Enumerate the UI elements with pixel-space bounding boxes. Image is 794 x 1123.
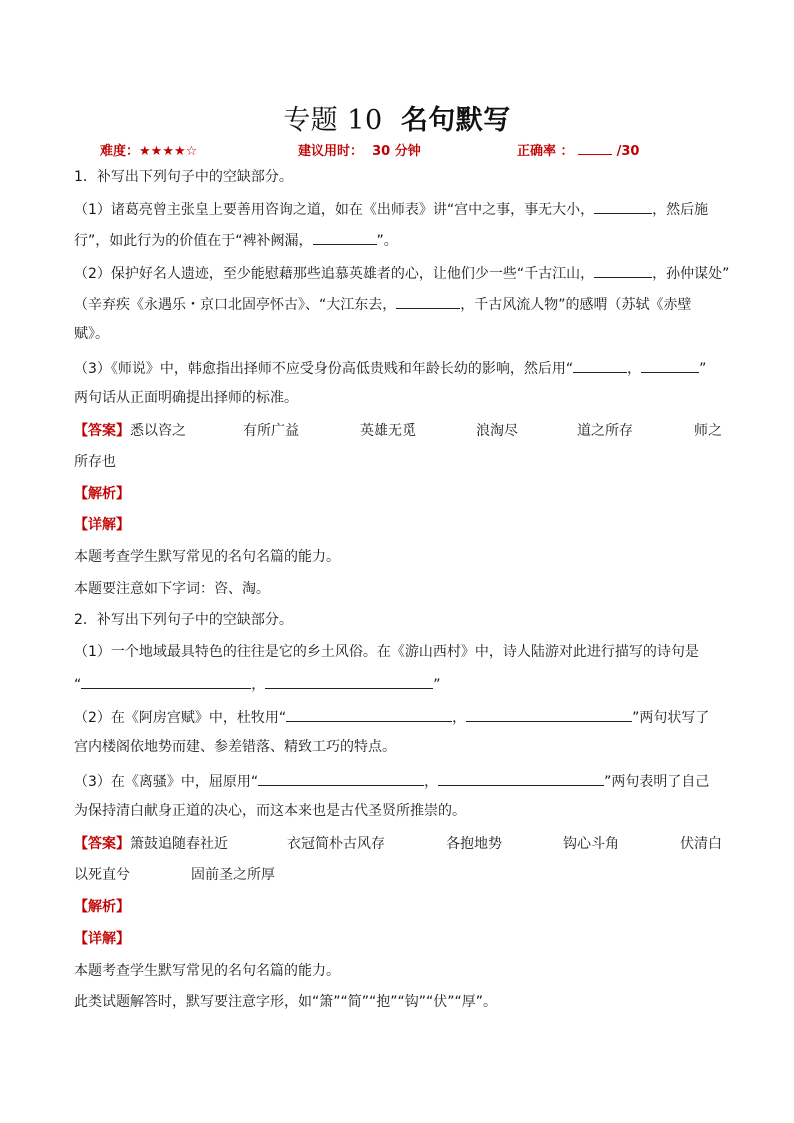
- accuracy: [517, 140, 639, 158]
- q2-blank-6: [438, 771, 604, 786]
- time-label: 建议用时：: [298, 144, 364, 159]
- q2-part3-line1: （3）在《离骚》中，屈原用“ ， ”两句表明了自己: [74, 771, 709, 791]
- q1-part2-line2: （辛弃疾《永遇乐・京口北固亭怀古》、“大江东去， ，千古风流人物”的感喟（苏轼《赤壁: [74, 294, 692, 314]
- title-main: 名句默写: [400, 105, 511, 136]
- q1-part1-line1: （1）诸葛亮曾主张皇上要善用咨询之道，如在《出师表》讲“宫中之事，事无大小， ，然后施: [74, 199, 708, 219]
- q1-blank-1: [594, 199, 652, 214]
- accuracy-label: 正确率 ：: [517, 144, 574, 159]
- q2-blank-2: [265, 674, 433, 689]
- q2-part3-line2: 为保持清白献身正道的决心，而这本来也是古代圣贤所推崇的。: [74, 803, 466, 819]
- difficulty: [100, 140, 197, 158]
- q1-detail-label: 【详解】: [74, 517, 130, 533]
- q1-answer-5: 道之所存: [577, 423, 633, 439]
- q2-detail-label: 【详解】: [74, 931, 130, 947]
- difficulty-stars: ★★★★☆: [139, 144, 198, 159]
- q2-part1-line2: “ ， ”: [74, 674, 441, 694]
- q1-blank-4: [396, 294, 460, 309]
- q2-answer-2: 衣冠简朴古风存: [287, 836, 385, 852]
- q2-answer-cont-2: 固前圣之所厚: [191, 867, 275, 883]
- q1-blank-3: [594, 263, 652, 278]
- q1-part2-line3: 赋》。: [74, 326, 109, 342]
- q1-answer-2: 有所广益: [243, 423, 299, 439]
- q1-analysis-label: 【解析】: [74, 486, 130, 502]
- q2-part2-line2: 宫内楼阁依地势而建、参差错落、精致工巧的特点。: [74, 739, 396, 755]
- q1-answer-3: 英雄无觅: [360, 423, 416, 439]
- q2-blank-4: [466, 707, 632, 722]
- q2-part1-line1: （1）一个地域最具特色的往往是它的乡土风俗。在《游山西村》中，诗人陆游对此进行描写的诗句是: [74, 644, 699, 660]
- q2-analysis-label: 【解析】: [74, 899, 130, 915]
- q1-answer-1: 悉以咨之: [130, 423, 186, 439]
- accuracy-blank: [578, 140, 612, 155]
- q2-part2-line1: （2）在《阿房宫赋》中，杜牧用“ ， ”两句状写了: [74, 707, 709, 727]
- q1-part3-line1: （3）《师说》中，韩愈指出择师不应受身份高低贵贱和年龄长幼的影响，然后用“ ， ”: [74, 358, 706, 378]
- q2-answer-cont-1: 以死直兮: [74, 867, 130, 883]
- q1-answer-cont: 所存也: [74, 454, 116, 470]
- q1-blank-2: [313, 230, 377, 245]
- q1-part1-line2: 行”，如此行为的价值在于“裨补阙漏， ”。: [74, 230, 398, 250]
- q2-blank-1: [81, 674, 251, 689]
- q2-answer-4: 钩心斗角: [563, 836, 619, 852]
- q1-answer-6: 师之: [694, 423, 722, 439]
- time-value: 30 分钟: [372, 144, 421, 159]
- q1-stem: 1．补写出下列句子中的空缺部分。: [74, 169, 293, 185]
- q1-part3-line2: 两句话从正面明确提出择师的标准。: [74, 390, 298, 406]
- accuracy-total: /30: [616, 144, 640, 159]
- q1-blank-5: [573, 358, 627, 373]
- q1-detail-1: 本题考查学生默写常见的名句名篇的能力。: [74, 549, 340, 565]
- q2-answer-3: 各抱地势: [446, 836, 502, 852]
- q2-blank-3: [286, 707, 452, 722]
- q1-detail-2: 本题要注意如下字词：咨、淘。: [74, 581, 270, 597]
- q2-answer-1: 箫鼓追随春社近: [130, 836, 228, 852]
- suggested-time: [298, 140, 421, 158]
- q2-answer-label: 【答案】箫鼓追随春社近: [74, 836, 228, 852]
- q1-blank-6: [641, 358, 699, 373]
- q2-stem: 2．补写出下列句子中的空缺部分。: [74, 612, 293, 628]
- q2-answer-5: 伏清白: [680, 836, 722, 852]
- q2-blank-5: [258, 771, 424, 786]
- q1-answer-label: 【答案】悉以咨之: [74, 423, 186, 439]
- q1-part2-line1: （2）保护好名人遗迹，至少能慰藉那些追慕英雄者的心，让他们少一些“千古江山， ，孙仲谋处”: [74, 263, 729, 283]
- difficulty-label: 难度：: [100, 144, 140, 159]
- page-title: [0, 98, 794, 137]
- q2-detail-1: 本题考查学生默写常见的名句名篇的能力。: [74, 963, 340, 979]
- q2-detail-2: 此类试题解答时，默写要注意字形，如“箫”“简”“抱”“钩”“伏”“厚”。: [74, 994, 498, 1010]
- q1-answer-4: 浪淘尽: [476, 423, 518, 439]
- title-prefix: 专题 10: [283, 105, 383, 136]
